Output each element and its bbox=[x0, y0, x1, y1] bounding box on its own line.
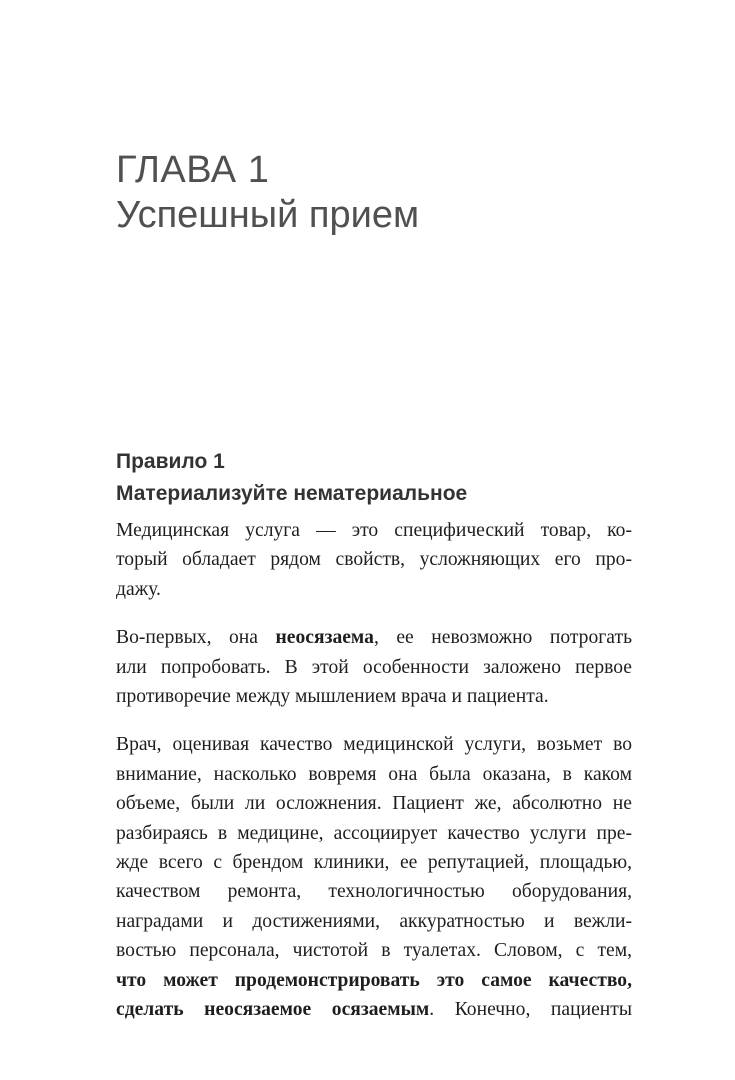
text-segment: . Конечно, пациенты bbox=[429, 999, 632, 1021]
text-line: противоречие между мышлением врача и пациента. bbox=[116, 686, 549, 708]
paragraph-3 bbox=[116, 730, 632, 1024]
chapter-label: ГЛАВА 1 bbox=[116, 149, 270, 191]
text-line: внимание, насколько вовремя она была оказана, в каком bbox=[116, 763, 632, 785]
text-line bbox=[116, 995, 632, 1024]
text-line: разбираясь в медицине, ассоциирует качество услуги пре- bbox=[116, 822, 632, 844]
text-segment: , ее невозможно потрогать bbox=[373, 627, 632, 649]
bold-phrase: сделать неосязаемое осязаемым bbox=[116, 999, 430, 1021]
text-line: торый обладает рядом свойств, усложняющих его про- bbox=[116, 549, 632, 571]
text-line: Врач, оценивая качество медицинской услуги, возьмет во bbox=[116, 734, 632, 756]
text-line: Медицинская услуга — это специфический товар, ко- bbox=[116, 520, 632, 541]
chapter-title: Успешный прием bbox=[116, 194, 420, 236]
body-text bbox=[116, 516, 632, 1044]
text-line: дажу. bbox=[116, 578, 161, 600]
text-line: жде всего с брендом клиники, ее репутацией, площадью, bbox=[116, 852, 632, 874]
paragraph-1 bbox=[116, 516, 632, 604]
text-line bbox=[116, 966, 632, 995]
bold-term: неосязаема bbox=[275, 627, 374, 649]
bold-phrase: что может продемонстрировать это самое качество, bbox=[116, 969, 632, 991]
rule-label: Правило 1 bbox=[116, 450, 225, 473]
text-line: наградами и достижениями, аккуратностью и вежли- bbox=[116, 910, 632, 932]
text-line: объеме, были ли осложнения. Пациент же, абсолютно не bbox=[116, 793, 632, 815]
text-line bbox=[116, 623, 632, 652]
text-line: качеством ремонта, технологичностью оборудования, bbox=[116, 881, 632, 903]
text-line: или попробовать. В этой особенности заложено первое bbox=[116, 656, 632, 678]
text-line: востью персонала, чистотой в туалетах. Словом, с тем, bbox=[116, 940, 632, 962]
rule-title: Материализуйте нематериальное bbox=[116, 482, 468, 505]
paragraph-2 bbox=[116, 623, 632, 711]
text-segment: Во-первых, она bbox=[116, 627, 276, 649]
